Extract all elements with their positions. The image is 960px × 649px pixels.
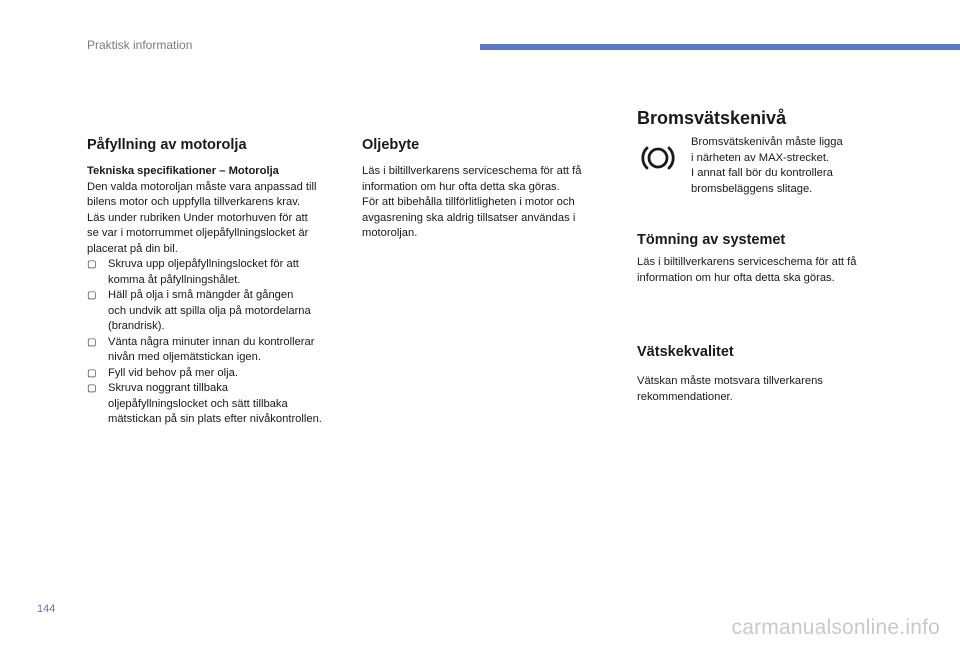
- fluid-quality-title: Vätskekvalitet: [637, 344, 734, 360]
- checkbox-bullet-icon: ▢: [87, 290, 97, 301]
- oil-refill-body: [87, 164, 357, 428]
- text-line: rekommendationer.: [637, 390, 733, 403]
- checkbox-bullet-icon: ▢: [87, 367, 97, 379]
- text-line: Läs under rubriken Under motorhuven för att: [87, 211, 308, 224]
- text-line: avgasrening ska aldrig tillsatser användas i: [362, 211, 576, 224]
- step-item: ▢ Vänta några minuter innan du kontrollerar nivån med oljemätstickan igen.: [87, 335, 315, 363]
- text-line: För att bibehålla tillförlitligheten i motor och: [362, 196, 575, 208]
- text-line: bilens motor och uppfylla tillverkarens krav.: [87, 196, 301, 208]
- page-number: 144: [37, 603, 56, 615]
- section-label: Praktisk information: [87, 38, 193, 52]
- drain-system-body: [637, 255, 902, 286]
- oil-spec-subhead: Tekniska specifikationer – Motorolja: [87, 165, 279, 177]
- text-line: information om hur ofta detta ska göras.: [637, 271, 835, 284]
- text-line: Den valda motoroljan måste vara anpassad till: [87, 180, 317, 193]
- text-line: se var i motorrummet oljepåfyllningslocket är: [87, 227, 309, 239]
- text-line: placerat på din bil.: [87, 242, 178, 255]
- oil-change-body: [362, 164, 617, 242]
- step-item: ▢ Skruva upp oljepåfyllningslocket för att komma åt påfyllningshålet.: [87, 258, 299, 286]
- checkbox-bullet-icon: ▢: [87, 383, 97, 394]
- step-item: ▢ Fyll vid behov på mer olja.: [87, 366, 357, 382]
- header-accent-bar: [480, 44, 960, 50]
- text-line: Läs i biltillverkarens serviceschema för att få: [637, 256, 857, 268]
- text-line: Vätskan måste motsvara tillverkarens: [637, 375, 823, 387]
- step-item: ▢ Skruva noggrant tillbaka oljepåfyllningslocket och sätt tillbaka mätstickan på sin plats efter nivåkontrollen.: [87, 382, 322, 425]
- oil-refill-steps: [87, 257, 357, 428]
- text-line: I annat fall bör du kontrollera: [691, 167, 833, 179]
- text-line: Läs i biltillverkarens serviceschema för att få: [362, 165, 582, 177]
- checkbox-bullet-icon: ▢: [87, 336, 97, 348]
- brake-fluid-title: Bromsvätskenivå: [637, 108, 787, 128]
- brake-fluid-body: [691, 135, 901, 197]
- oil-refill-title: Påfyllning av motorolja: [87, 137, 247, 153]
- text-line: Bromsvätskenivån måste ligga: [691, 136, 843, 148]
- text-line: bromsbeläggens slitage.: [691, 182, 813, 195]
- text-line: i närheten av MAX-strecket.: [691, 151, 830, 164]
- checkbox-bullet-icon: ▢: [87, 259, 97, 270]
- fluid-quality-body: [637, 374, 902, 405]
- text-line: information om hur ofta detta ska göras.: [362, 180, 560, 193]
- watermark: carmanualsonline.info: [731, 616, 940, 639]
- oil-change-title: Oljebyte: [362, 137, 420, 153]
- drain-system-title: Tömning av systemet: [637, 232, 786, 248]
- brake-warning-icon: [641, 143, 675, 173]
- step-item: ▢ Häll på olja i små mängder åt gången och undvik att spilla olja på motordelarna (brandrisk).: [87, 289, 311, 332]
- text-line: motoroljan.: [362, 227, 418, 239]
